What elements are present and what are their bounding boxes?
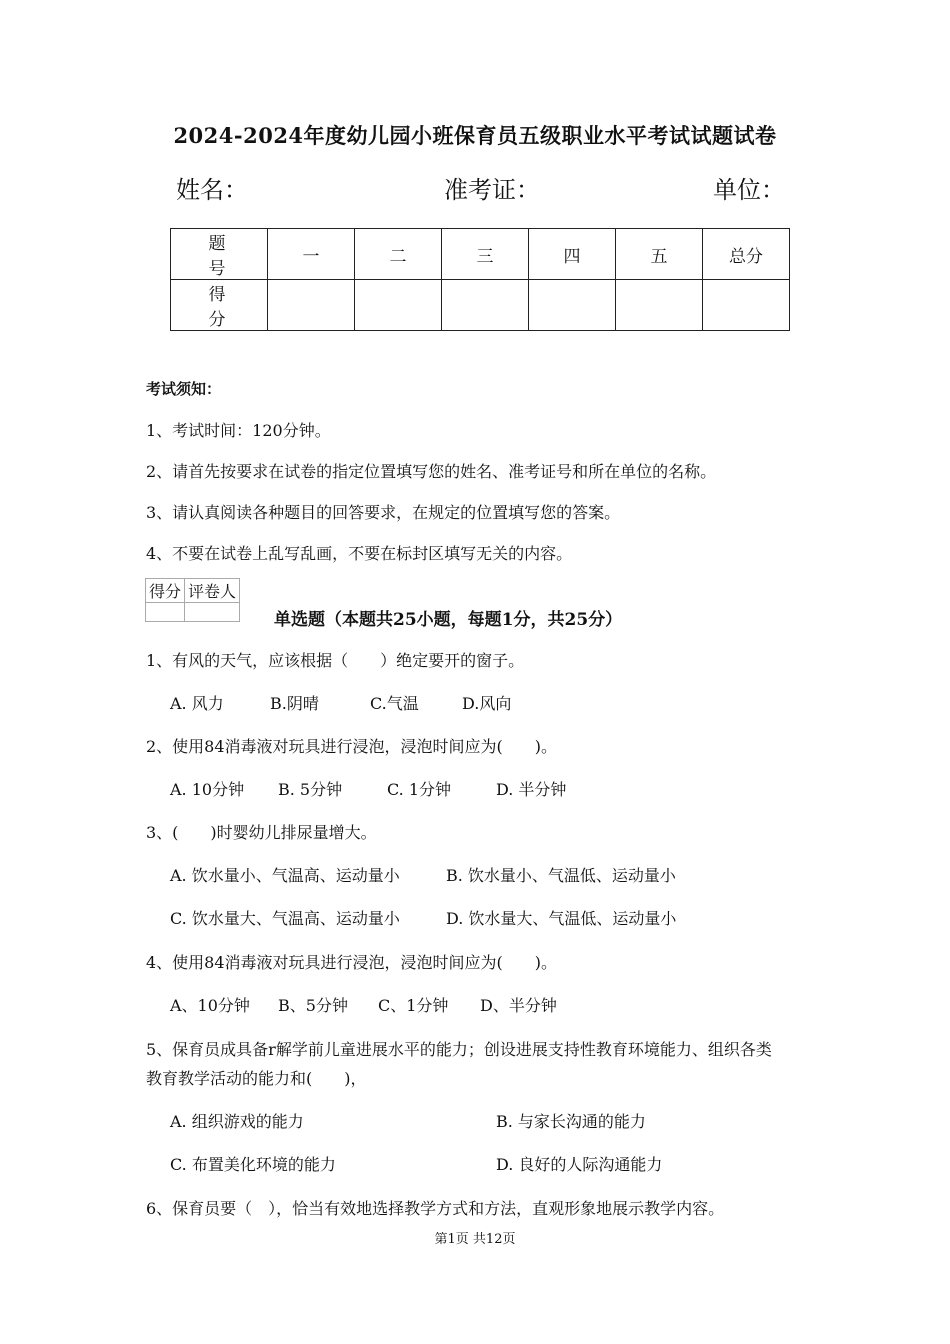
score-table-col-2: 二 — [355, 229, 442, 280]
question-stem: 6、保育员要（ ），恰当有效地选择教学方式和方法，直观形象地展示教学内容。 — [146, 1199, 725, 1218]
page-footer: 第1页 共12页 — [434, 1232, 516, 1247]
question-option: D. 半分钟 — [496, 780, 567, 799]
question-option: B. 与家长沟通的能力 — [496, 1112, 646, 1131]
score-table-score-row — [171, 280, 790, 331]
question-option: B. 5分钟 — [278, 780, 343, 799]
grader-score-cell — [146, 603, 185, 622]
question-option: D、半分钟 — [480, 996, 557, 1015]
score-cell-5 — [616, 280, 703, 331]
name-field-label: 姓名： — [176, 176, 248, 204]
note-item-4: 4、不要在试卷上乱写乱画，不要在标封区填写无关的内容。 — [146, 544, 573, 563]
score-cell-4 — [529, 280, 616, 331]
question-option: A、10分钟 — [170, 996, 250, 1015]
note-item-3: 3、请认真阅读各种题目的回答要求，在规定的位置填写您的答案。 — [146, 503, 621, 522]
score-table-col-5: 五 — [616, 229, 703, 280]
score-table-col-1: 一 — [268, 229, 355, 280]
question-option: D. 饮水量大、气温低、运动量小 — [446, 909, 677, 928]
exam-number-field-label: 准考证： — [444, 176, 540, 204]
score-table-col-4: 四 — [529, 229, 616, 280]
question-option: B. 饮水量小、气温低、运动量小 — [446, 866, 676, 885]
question-stem: 1、有风的天气，应该根据（ ）绝定要开的窗子。 — [146, 651, 525, 670]
question-option: C. 饮水量大、气温高、运动量小 — [170, 909, 400, 928]
grader-box — [145, 578, 240, 622]
score-table-col-3: 三 — [442, 229, 529, 280]
note-item-1: 1、考试时间：120分钟。 — [146, 421, 331, 440]
grader-score-label: 得分 — [146, 579, 185, 603]
question-stem: 3、( )时婴幼儿排尿量增大。 — [146, 823, 377, 842]
score-table-col-total: 总分 — [703, 229, 790, 280]
notes-heading: 考试须知： — [146, 380, 222, 398]
score-cell-2 — [355, 280, 442, 331]
question-option: A. 10分钟 — [170, 780, 245, 799]
question-stem-continued: 教育教学活动的能力和( )， — [146, 1069, 367, 1088]
score-cell-total — [703, 280, 790, 331]
question-option: D. 良好的人际沟通能力 — [496, 1155, 663, 1174]
grader-name-cell — [185, 603, 240, 622]
question-stem: 5、保育员成具备r解学前儿童进展水平的能力；创设进展支持性教育环境能力、组织各类 — [146, 1040, 772, 1059]
question-option: B.阴晴 — [270, 694, 319, 713]
score-cell-1 — [268, 280, 355, 331]
section-title: 单选题（本题共25小题，每题1分，共25分） — [274, 610, 623, 630]
note-item-2: 2、请首先按要求在试卷的指定位置填写您的姓名、准考证号和所在单位的名称。 — [146, 462, 717, 481]
question-stem: 4、使用84消毒液对玩具进行浸泡，浸泡时间应为( )。 — [146, 953, 558, 972]
grader-name-label: 评卷人 — [185, 579, 240, 603]
score-table — [170, 228, 790, 331]
score-row-label: 得 分 — [171, 280, 268, 331]
question-option: C、1分钟 — [378, 996, 449, 1015]
score-table-header-label: 题 号 — [171, 229, 268, 280]
question-option: C. 布置美化环境的能力 — [170, 1155, 336, 1174]
question-option: B、5分钟 — [278, 996, 348, 1015]
question-option: A. 组织游戏的能力 — [170, 1112, 304, 1131]
exam-title: 2024-2024年度幼儿园小班保育员五级职业水平考试试题试卷 — [173, 123, 777, 148]
score-table-header-row — [171, 229, 790, 280]
question-stem: 2、使用84消毒液对玩具进行浸泡，浸泡时间应为( )。 — [146, 737, 558, 756]
score-cell-3 — [442, 280, 529, 331]
question-option: C.气温 — [370, 694, 419, 713]
question-option: A. 风力 — [170, 694, 224, 713]
unit-field-label: 单位： — [713, 176, 785, 204]
question-option: C. 1分钟 — [387, 780, 452, 799]
question-option: A. 饮水量小、气温高、运动量小 — [170, 866, 400, 885]
question-option: D.风向 — [462, 694, 512, 713]
